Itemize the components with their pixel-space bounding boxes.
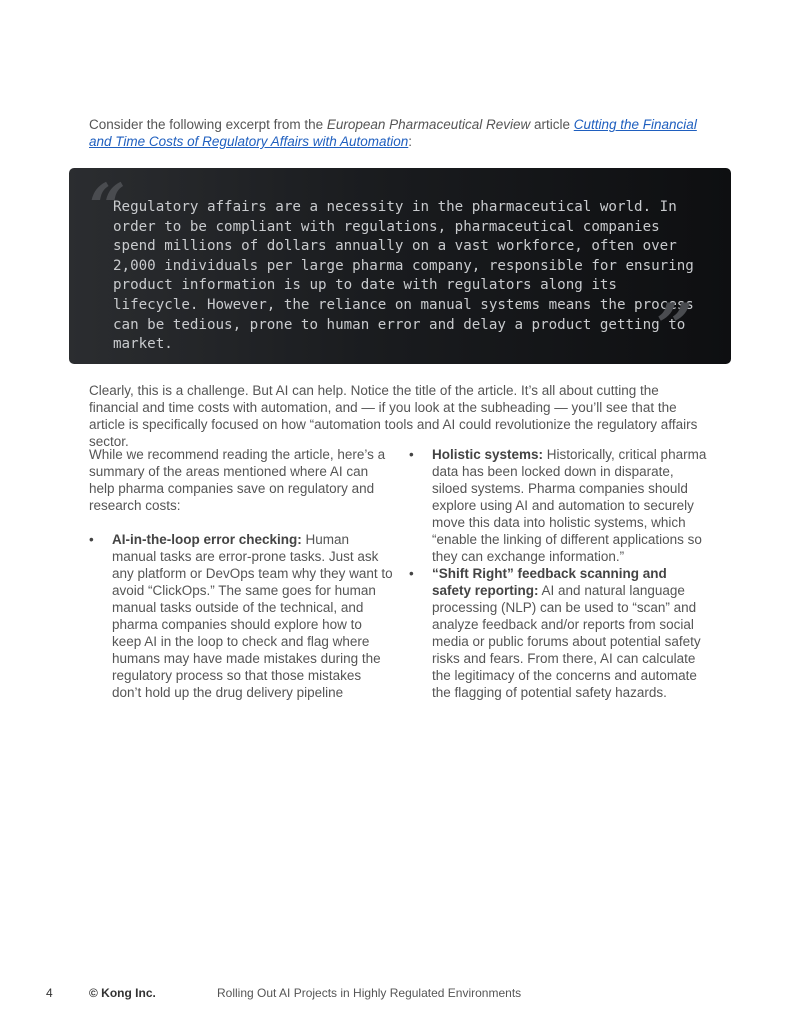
intro-prefix: Consider the following excerpt from the (89, 117, 327, 132)
list-item (89, 531, 393, 701)
quote-block (69, 168, 731, 364)
left-bullet-list (89, 531, 393, 701)
right-bullet-list (409, 446, 709, 701)
list-item-body: AI and natural language processing (NLP) can be used to “scan” and analyze feedback and/or reports from social media or public forums about potential safety risks and fears. From there, AI can calculate the legitimacy of the concerns and automate the flagging of potential safety hazards. (432, 583, 701, 700)
footer-doc-title: Rolling Out AI Projects in Highly Regulated Environments (217, 986, 522, 1000)
list-item-title: AI-in-the-loop error checking: (112, 532, 302, 547)
open-quote-icon: “ (89, 170, 126, 245)
page-number: 4 (46, 986, 53, 1000)
right-column (409, 446, 709, 701)
intro-middle: article (530, 117, 574, 132)
list-item-body: Historically, critical pharma data has been locked down in disparate, siloed systems. Pharma companies should explore using AI and automation to securely move this data into holistic systems, which “enable the linking of different applications so they can exchange information.” (432, 447, 707, 564)
body-paragraph: Clearly, this is a challenge. But AI can help. Notice the title of the article. It’s all about cutting the financial and time costs with automation, and — if you look at the subheading — you’ll see that the article is specifically focused on how “automation tools and AI could revolutionize the regulatory affairs sector. (89, 383, 698, 449)
article-link[interactable]: Cutting the Financial and Time Costs of Regulatory Affairs with Automation (89, 117, 697, 149)
copyright: © Kong Inc. (89, 986, 156, 1000)
quote-text: Regulatory affairs are a necessity in the pharmaceutical world. In order to be compliant with regulations, pharmaceutical companies spend millions of dollars annually on a vast workforce, often over 2,000 individuals per large pharma company, responsible for ensuring product information is up to date with regulators along its lifecycle. However, the reliance on manual systems means the process can be tedious, prone to human error and delay a product getting to market. (113, 199, 694, 353)
close-quote-icon: ” (656, 290, 693, 365)
left-column (89, 446, 393, 701)
list-item-body: Human manual tasks are error-prone tasks. Just ask any platform or DevOps team why they want to avoid “ClickOps.” The same goes for human manual tasks outside of the technical, and pharma companies should explore how to keep AI in the loop to check and flag where humans may have made mistakes during the regulatory process so that those mistakes don’t hold up the drug delivery pipeline (112, 532, 393, 700)
intro-suffix: : (408, 134, 413, 149)
list-item (409, 565, 709, 701)
list-item-title: Holistic systems: (432, 447, 544, 462)
publication-name: European Pharmaceutical Review (326, 117, 531, 132)
intro-paragraph (89, 116, 709, 150)
left-column-intro: While we recommend reading the article, here’s a summary of the areas mentioned where AI can help pharma companies save on regulatory and research costs: (89, 447, 386, 513)
list-item (409, 446, 709, 565)
list-item-title: “Shift Right” feedback scanning and safety reporting: (432, 566, 667, 598)
